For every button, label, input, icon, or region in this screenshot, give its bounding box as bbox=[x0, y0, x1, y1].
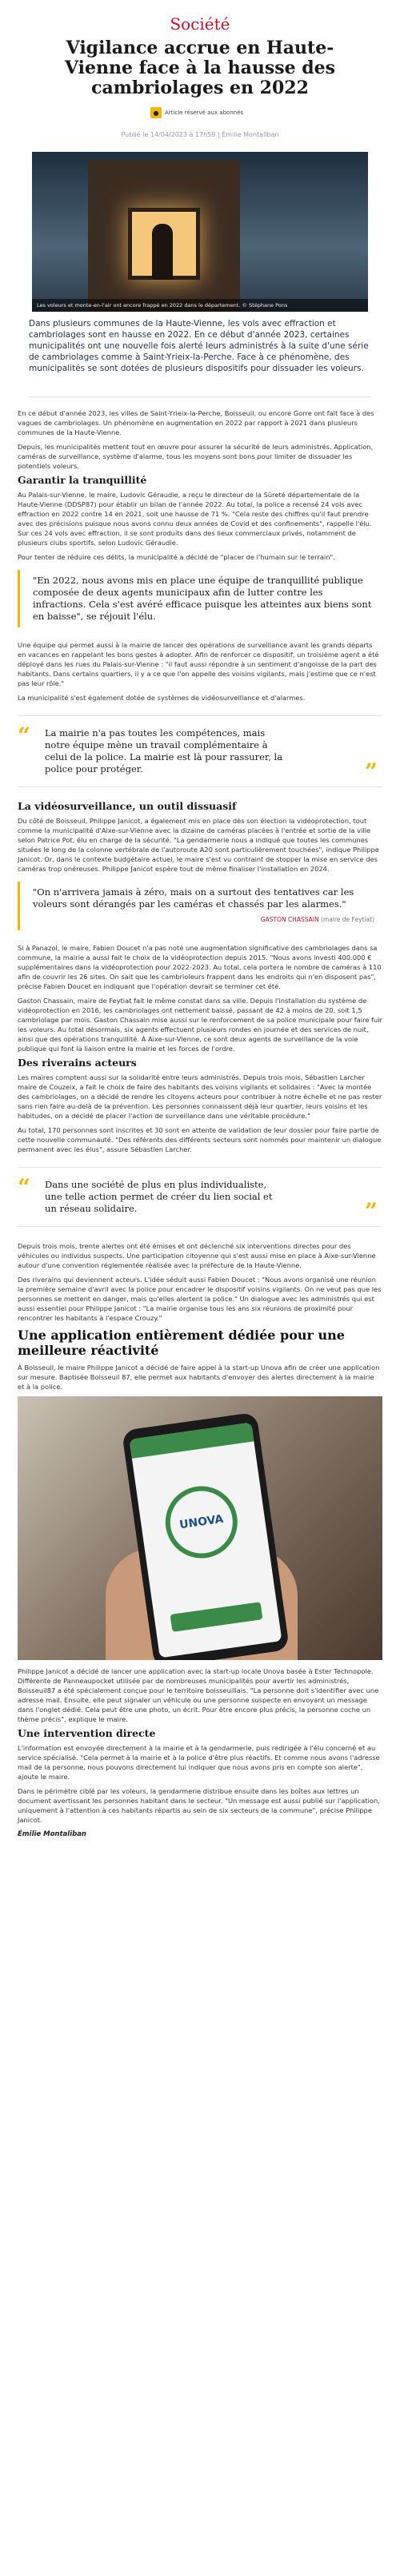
photo-caption: Les voleurs et monte-en-l'air ont encore frappé en 2022 dans le département. © Stéphane Pons bbox=[32, 299, 368, 312]
subheading-intervention: Une intervention directe bbox=[18, 1727, 156, 1739]
quote-author-name: GASTON CHASSAIN bbox=[260, 916, 319, 923]
section-label[interactable]: Société bbox=[170, 14, 230, 34]
quote-mark-icon: “ bbox=[18, 723, 31, 749]
paragraph: Depuis trois mois, trente alertes ont été émises et ont déclenché six interventions directes pour des véhicules ou individus suspects. Une participation citoyenne qui s'est aussi mise en place à Aixe-sur-Vienne autour d'une convention réglementée réalisée avec la préfecture de la Haute-Vienne. bbox=[18, 1242, 376, 1269]
subheading-application: Une application entièrement dédiée pour une meilleure réactivité bbox=[18, 1328, 345, 1358]
app-button bbox=[170, 1602, 263, 1632]
pull-quote-text: "En 2022, nous avons mis en place une équipe de tranquillité publique composée de deux agents municipaux afin de lutter contre les infractions. Cela s'est avéré efficace puisque les atteintes aux biens sont en baisse", se réjouit l'élu. bbox=[33, 575, 372, 622]
author-signature[interactable]: Émilie Montaliban bbox=[18, 1830, 86, 1838]
burglar-silhouette bbox=[152, 224, 173, 280]
paragraph: En ce début d'année 2023, les villes de Saint-Yrieix-la-Perche, Boisseuil, ou encore Gorre ont fait face à des vagues de cambriolages. Un phénomène en augmentation en 2022 par rapport à 2021 dans plusieurs communes de la Haute-Vienne. bbox=[18, 409, 374, 436]
paragraph: Du côté de Boisseuil, Philippe Janicot, a également mis en place dès son élection la vidéoprotection, tout comme la municipalité d'Aixe-sur-Vienne avec la dizaine de caméras placées à l'entrée et sortie de la ville selon Patrice Pot, élu en charge de la sécurité. "La gendarmerie nous a indiqué que toutes les communes situées le long de la colonne vertébrale de l'autoroute A20 sont particulièrement touchées", indique Philippe Janicot. Or, dans le contexte budgétaire actuel, le maire s'est vu contraint de stopper la mise en service des caméras trop onéreuses. Philippe Janicot espère tout de même finaliser l'installation en 2024. bbox=[18, 817, 379, 873]
lead-photo bbox=[32, 152, 368, 312]
highlight-quote-text: Dans une société de plus en plus individualiste, une telle action permet de créer du lien social et un réseau solidaire. bbox=[45, 1179, 273, 1214]
paragraph: L'information est envoyée directement à la mairie et à la gendarmerie, puis redirigée à l'élu concerné et au service spécialisé. "Cela permet à la mairie et à la police d'être plus réactifs. Et comme nous avons l'adresse mail de la personne, nous pouvons directement lui indiquer que nous avons pris en compte son alerte", ajoute le maire. bbox=[18, 1744, 380, 1781]
paragraph: Au Palais-sur-Vienne, le maire, Ludovic Géraudie, a reçu le directeur de la Sûreté départementale de la Haute-Vienne (DDSP87) pour établir un bilan de l'année 2022. Au total, la police a recensé 24 vols avec effraction en 2022 contre 14 en 2021, soit une hausse de 71 %. "Cela reste des chiffres qu'il faut prendre avec des précisions puisque nous avons connu deux années de Covid et des confinements", rappelle l'élu. Sur ces 24 vols avec effraction, il se sont produits dans des lieux commerciaux privés, notamment de plusieurs clubs sportifs, selon Ludovic Géraudie. bbox=[18, 491, 372, 547]
subscriber-badge-label: Article réservé aux abonnés bbox=[165, 109, 244, 116]
pull-quote bbox=[18, 882, 382, 930]
subheading-tranquillite: Garantir la tranquillité bbox=[18, 474, 147, 486]
highlight-quote bbox=[18, 715, 382, 787]
paragraph: Dans le périmètre ciblé par les voleurs, la gendarmerie distribue ensuite dans les boîtes aux lettres un document avertissant les personnes habitant dans le secteur. "Un message est aussi publié sur l'application, uniquement à l'attention à ces habitants répartis au sein de six secteurs de la commune", précise Philippe Janicot. bbox=[18, 1787, 380, 1824]
quote-mark-icon: ” bbox=[364, 1198, 378, 1224]
pull-quote bbox=[18, 570, 382, 627]
phone-screen bbox=[130, 1423, 282, 1658]
pull-quote-text: "On n'arrivera jamais à zéro, mais on a surtout des tentatives car les voleurs sont dérangés par les caméras et chassés par les alarmes." bbox=[33, 886, 354, 910]
paragraph: Pour tenter de réduire ces délits, la municipalité a décidé de "placer de l'humain sur le terrain". bbox=[18, 553, 335, 561]
article-body bbox=[0, 408, 400, 1839]
divider bbox=[29, 396, 371, 397]
paragraph: Des riverains qui deviennent acteurs. L'idée séduit aussi Fabien Doucet : "Nous avons organisé une réunion la première semaine d'avril avec la police pour encadrer le dispositif voisins vigilants. On ne veut pas que les personnes se mettent en danger, mais qu'elles alertent la police." Un dialogue avec les administrés qui est aussi essentiel pour Philippe Janicot : "La mairie organise tous les ans six réunions de proximité pour rencontrer les habitants à l'espace Crouzy." bbox=[18, 1276, 382, 1322]
paragraph: Si à Panazol, le maire, Fabien Doucet n'a pas noté une augmentation significative des cambriolages dans sa commune, la mairie a aussi fait le choix de la vidéoprotection depuis 2015. "Nous avons investi 400.000 € supplémentaires dans la vidéoprotection pour 2022-2023. Au total, cela portera le nombre de caméras à 110 afin de couvrir les 26 sites. On sait que les cambrioleurs frappent dans les endroits qui n'en disposent pas", précise Fabien Doucet en indiquant que l'opération devrait se terminer cet été. bbox=[18, 944, 382, 990]
article-title: Vigilance accrue en Haute-Vienne face à la hausse des cambriolages en 2022 bbox=[64, 38, 336, 98]
paragraph: Depuis, les municipalités mettent tout en œuvre pour assurer la sécurité de leurs administrés. Application, caméras de surveillance, système d'alarme, tous les moyens sont bons pour limiter de dissuader les potentiels voleurs. bbox=[18, 443, 374, 470]
paragraph: Les maires comptent aussi sur la solidarité entre leurs administrés. Depuis trois mois, Sébastien Larcher maire de Couzeix, a fait le choix de faire des habitants des voisins vigilants et solidaires : "Avec la montée des cambriolages, on a décidé de rendre les citoyens acteurs pour contribuer à notre échelle et ne pas rester sans rien faire au-delà de la prévention. Les personnes connaissent déjà leur quartier, leurs voisins et les habitudes, on a décidé de placer l'action de surveillance dans une véritable procédure." bbox=[18, 1073, 382, 1120]
article-lead: Dans plusieurs communes de la Haute-Vienne, les vols avec effraction et cambriolages sont en hausse en 2022. En ce début d'année 2023, certaines municipalités ont une nouvelle fois alerté leurs administrés à la suite d'une série de cambriolages comme à Saint-Yrieix-la-Perche. Face à ce phénomène, des municipalités se sont dotées de plusieurs dispositifs pour dissuader les voleurs. bbox=[29, 319, 369, 373]
quote-mark-icon: “ bbox=[18, 1174, 31, 1200]
subheading-riverains: Des riverains acteurs bbox=[18, 1057, 137, 1069]
paragraph: Au total, 170 personnes sont inscrites et 30 sont en attente de validation de leur dossier pour faire partie de cette nouvelle communauté. "Des référents des différents secteurs sont nommés pour maintenir un dialogue permanent avec les élus", assure Sébastien Larcher. bbox=[18, 1126, 382, 1153]
quote-author-role: (maire de Feytiat) bbox=[320, 916, 374, 923]
article-meta: Publié le 14/04/2023 à 17h59 | Émilie Montaliban bbox=[121, 131, 279, 138]
paragraph: Philippe Janicot a décidé de lancer une application avec la start-up locale Unova basée à Ester Technopole. Différente de Panneaupocket utilisée par de nombreuses municipalités pour avertir les administrés, Boisseuil87 a été spécialement conçue pour le territoire boisseuillais. "La personne doit s'identifier avec une adresse mail. Ensuite, elle peut signaler un véhicule ou une personne suspecte en envoyant un message dans l'onglet dédié. Cela peut être une photo, un écrit. Pour être encore plus précis, la personne coche un thème précis", explique le maire. bbox=[18, 1667, 379, 1723]
paragraph: Gaston Chassain, maire de Feytiat fait le même constat dans sa ville. Depuis l'installation du système de vidéoprotection en 2016, les cambriolages ont nettement baissé, passant de 42 à moins de 20, soit 1,5 cambriolage par mois. Gaston Chassain mise aussi sur le renforcement de sa police municipale pour faire fuir les voleurs. Au total désormais, six agents effectuent plusieurs rondes en journée et des services de nuit, ainsi que des opérations tranquillité. À Aixe-sur-Vienne, ce sont deux agents de surveillance de la voie publique qui font la liaison entre la mairie et les forces de l'ordre. bbox=[18, 997, 382, 1053]
subheading-video: La vidéosurveillance, un outil dissuasif bbox=[18, 800, 237, 812]
subscriber-badge bbox=[150, 106, 250, 120]
lock-icon: ● bbox=[150, 107, 162, 118]
app-logo: UNOVA bbox=[161, 1482, 242, 1563]
app-photo bbox=[18, 1396, 382, 1660]
highlight-quote bbox=[18, 1167, 382, 1227]
paragraph: Une équipe qui permet aussi à la mairie de lancer des opérations de surveillance avant les grands départs en vacances en rappelant les bons gestes à adopter. Afin de renforcer ce dispositif, un troisième agent a été déployé dans les rues du Palais-sur-Vienne : "il faut aussi répondre à un sentiment d'angoisse de la part des habitants. Dans certains quartiers, il y a ce que l'on appelle des voisins vigilants, mais j'estime que ce n'est pas leur rôle." bbox=[18, 641, 379, 687]
quote-mark-icon: ” bbox=[364, 758, 378, 785]
highlight-quote-text: La mairie n'a pas toutes les compétences, mais notre équipe mène un travail complémentaire à celui de la police. La mairie est là pour rassurer, la police pour protéger. bbox=[45, 727, 283, 774]
paragraph: À Boisseuil, le maire Philippe Janicot a décidé de faire appel à la start-up Unova afin de créer une application sur mesure. Baptisée Boisseuil 87, elle permet aux habitants d'envoyer des alertes directement à la mairie et à la police. bbox=[18, 1364, 380, 1391]
paragraph: La municipalité s'est également dotée de systèmes de vidéosurveillance et d'alarmes. bbox=[18, 694, 306, 702]
quote-author bbox=[33, 914, 374, 926]
